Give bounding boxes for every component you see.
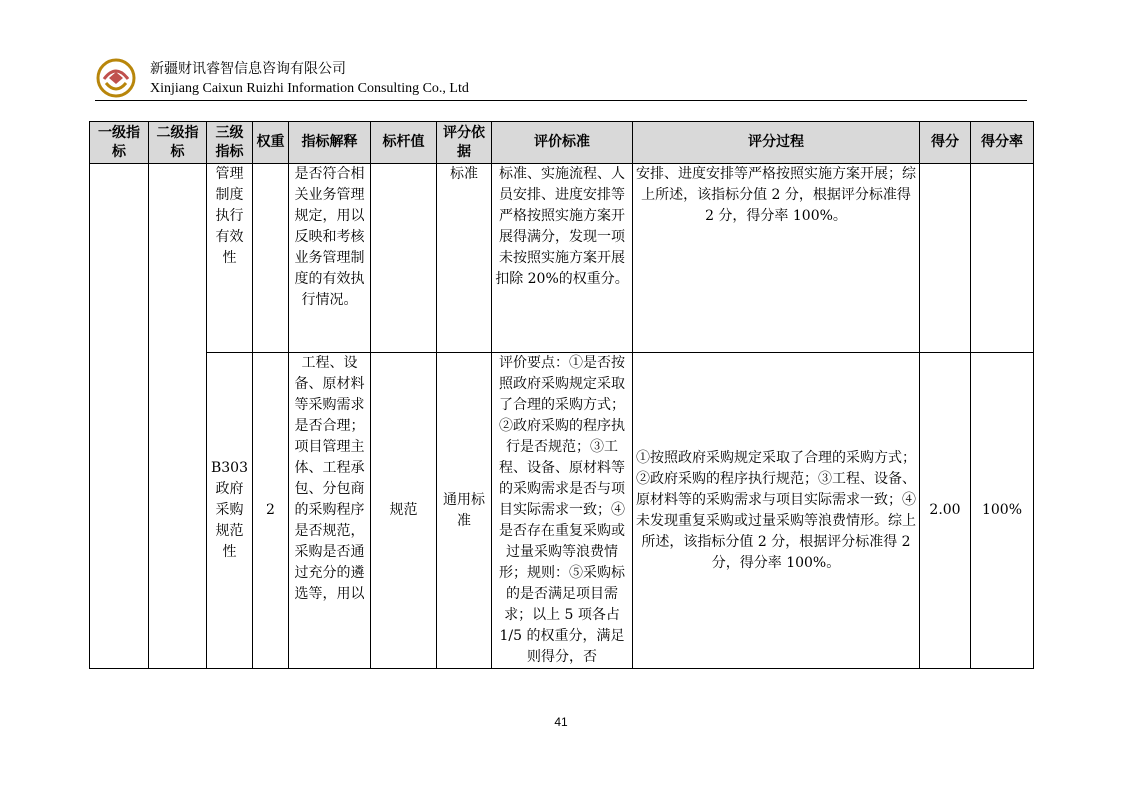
cell-process: ①按照政府采购规定采取了合理的采购方式；②政府采购的程序执行规范；③工程、设备、原材料等的采购需求与项目实际需求一致；④未发现重复采购或过量采购等浪费情形。综上所述，该指标分值 2 分，根据评分标准得 2 分，得分率 100%。 <box>633 353 920 669</box>
cell-weight <box>253 164 289 353</box>
cell-level3: 管理制度执行有效性 <box>207 164 253 353</box>
cell-explanation: 工程、设备、原材料等采购需求是否合理；项目管理主体、工程承包、分包商的采购程序是否规范，采购是否通过充分的遴选等，用以 <box>289 353 371 669</box>
table-row <box>90 353 1034 669</box>
header-divider <box>95 100 1027 101</box>
table-row <box>90 164 1034 353</box>
table-header-row <box>90 122 1034 164</box>
header-criteria: 评价标准 <box>492 122 633 164</box>
cell-basis: 通用标准 <box>437 353 492 669</box>
cell-benchmark <box>371 164 437 353</box>
cell-level2 <box>149 164 207 669</box>
cell-criteria: 标准、实施流程、人员安排、进度安排等严格按照实施方案开展得满分，发现一项未按照实施方案开展扣除 20%的权重分。 <box>492 164 633 353</box>
header-level2: 二级指标 <box>149 122 207 164</box>
cell-score <box>920 164 971 353</box>
cell-process: 安排、进度安排等严格按照实施方案开展；综上所述，该指标分值 2 分，根据评分标准得 2 分，得分率 100%。 <box>633 164 920 353</box>
header-score: 得分 <box>920 122 971 164</box>
header-benchmark: 标杆值 <box>371 122 437 164</box>
header-level1: 一级指标 <box>90 122 149 164</box>
cell-level3: B303政府采购规范性 <box>207 353 253 669</box>
company-name-en: Xinjiang Caixun Ruizhi Information Consulting Co., Ltd <box>150 81 469 96</box>
header-process: 评分过程 <box>633 122 920 164</box>
company-logo-icon <box>95 57 137 99</box>
header-explanation: 指标解释 <box>289 122 371 164</box>
header-rate: 得分率 <box>971 122 1034 164</box>
cell-rate <box>971 164 1034 353</box>
cell-basis: 标准 <box>437 164 492 353</box>
header-weight: 权重 <box>253 122 289 164</box>
cell-score: 2.00 <box>920 353 971 669</box>
header-basis: 评分依据 <box>437 122 492 164</box>
cell-level1 <box>90 164 149 669</box>
evaluation-table <box>89 121 1034 669</box>
company-name-cn: 新疆财讯睿智信息咨询有限公司 <box>150 61 346 77</box>
cell-benchmark: 规范 <box>371 353 437 669</box>
header-level3: 三级指标 <box>207 122 253 164</box>
cell-weight: 2 <box>253 353 289 669</box>
page-number: 41 <box>554 715 568 729</box>
cell-criteria: 评价要点：①是否按照政府采购规定采取了合理的采购方式；②政府采购的程序执行是否规范；③工程、设备、原材料等的采购需求是否与项目实际需求一致；④是否存在重复采购或过量采购等浪费情形；规则：⑤采购标的是否满足项目需求；以上 5 项各占 1/5 的权重分，满足则得分，否 <box>492 353 633 669</box>
cell-explanation: 是否符合相关业务管理规定，用以反映和考核业务管理制度的有效执行情况。 <box>289 164 371 353</box>
cell-rate: 100% <box>971 353 1034 669</box>
